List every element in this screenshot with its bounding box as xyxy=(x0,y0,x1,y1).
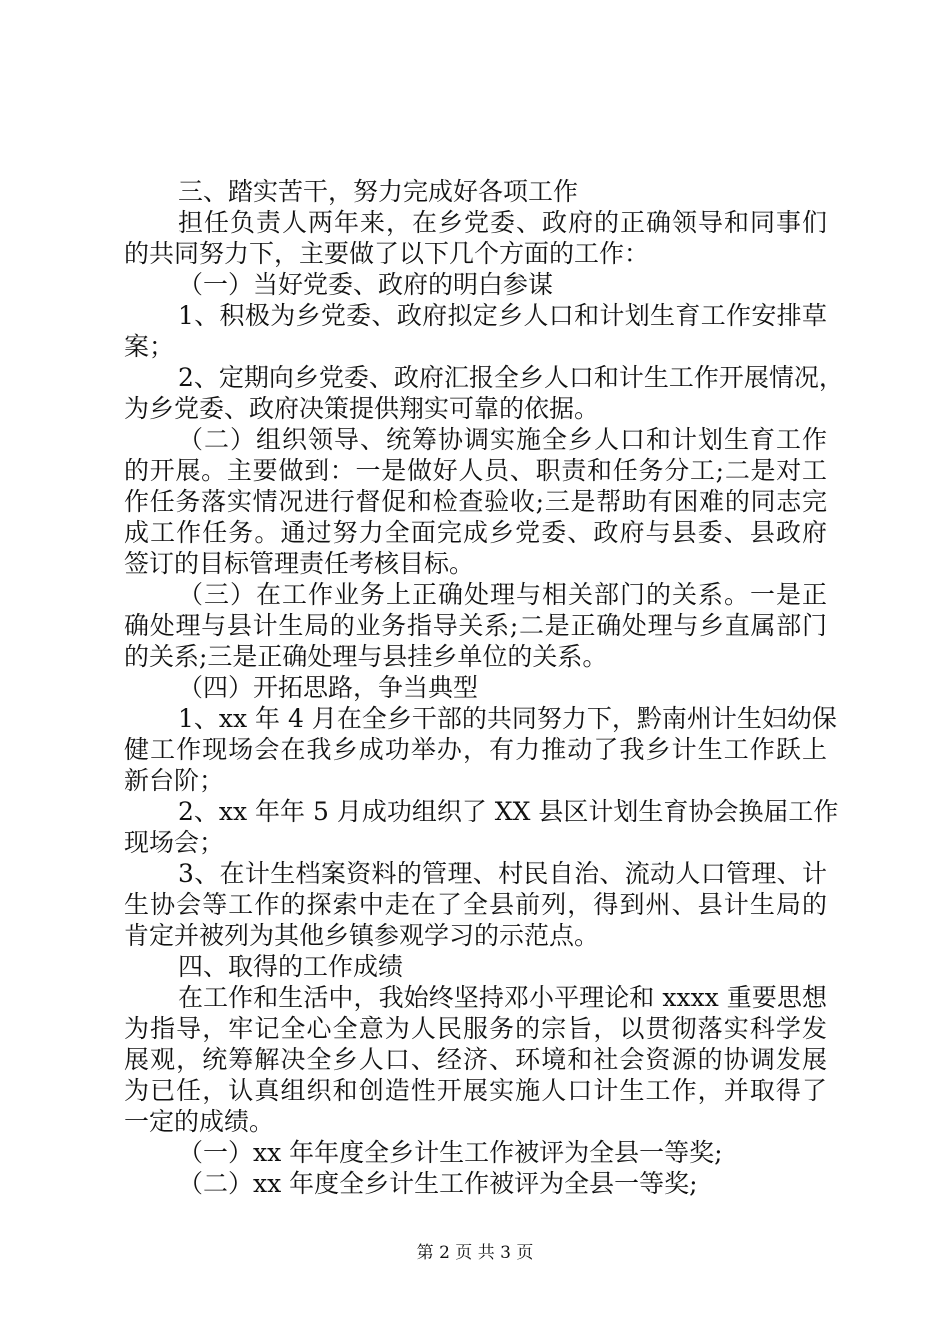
list-item: 2、xx 年年 5 月成功组织了 XX 县区计划生育协会换届工作 xyxy=(178,797,839,826)
subheading-2: （二）组织领导、统筹协调实施全乡人口和计划生育工作 xyxy=(178,425,827,454)
paragraph-line: 担任负责人两年来，在乡党委、政府的正确领导和同事们 xyxy=(178,208,827,237)
paragraph-line: 在工作和生活中，我始终坚持邓小平理论和 xxxx 重要思想 xyxy=(178,983,827,1012)
paragraph-line: 的共同努力下，主要做了以下几个方面的工作： xyxy=(124,239,650,268)
paragraph-line: 为已任，认真组织和创造性开展实施人口计生工作，并取得了 xyxy=(124,1076,827,1105)
paragraph-line: 现场会； xyxy=(124,828,225,857)
list-item: （一）xx 年年度全乡计生工作被评为全县一等奖; xyxy=(178,1138,723,1167)
paragraph-line: 成工作任务。通过努力全面完成乡党委、政府与县委、县政府 xyxy=(124,518,827,547)
subheading-3: （三）在工作业务上正确处理与相关部门的关系。一是正 xyxy=(178,580,827,609)
section-heading-4: 四、取得的工作成绩 xyxy=(178,952,404,981)
paragraph-line: 的关系;三是正确处理与县挂乡单位的关系。 xyxy=(124,642,608,671)
subheading-4: （四）开拓思路，争当典型 xyxy=(178,673,479,702)
list-item: 3、在计生档案资料的管理、村民自治、流动人口管理、计 xyxy=(178,859,827,888)
paragraph-line: 健工作现场会在我乡成功举办，有力推动了我乡计生工作跃上 xyxy=(124,735,827,764)
paragraph-line: 肯定并被列为其他乡镇参观学习的示范点。 xyxy=(124,921,600,950)
list-item: 1、xx 年 4 月在全乡干部的共同努力下，黔南州计生妇幼保 xyxy=(178,704,837,733)
paragraph-line: 为乡党委、政府决策提供翔实可靠的依据。 xyxy=(124,394,600,423)
list-item: 1、积极为乡党委、政府拟定乡人口和计划生育工作安排草 xyxy=(178,301,827,330)
section-heading-3: 三、踏实苦干，努力完成好各项工作 xyxy=(178,177,579,206)
paragraph-line: 案； xyxy=(124,332,175,361)
subheading-1: （一）当好党委、政府的明白参谋 xyxy=(178,270,554,299)
paragraph-line: 作任务落实情况进行督促和检查验收;三是帮助有困难的同志完 xyxy=(124,487,827,516)
paragraph-line: 为指导，牢记全心全意为人民服务的宗旨，以贯彻落实科学发 xyxy=(124,1014,827,1043)
paragraph-line: 新台阶； xyxy=(124,766,225,795)
list-item: 2、定期向乡党委、政府汇报全乡人口和计生工作开展情况， xyxy=(178,363,844,392)
paragraph-line: 生协会等工作的探索中走在了全县前列，得到州、县计生局的 xyxy=(124,890,827,919)
paragraph-line: 展观，统筹解决全乡人口、经济、环境和社会资源的协调发展 xyxy=(124,1045,827,1074)
page-number-footer: 第 2 页 共 3 页 xyxy=(416,1243,534,1263)
list-item: （二）xx 年度全乡计生工作被评为全县一等奖; xyxy=(178,1169,698,1198)
paragraph-line: 一定的成绩。 xyxy=(124,1107,275,1136)
paragraph-line: 签订的目标管理责任考核目标。 xyxy=(124,549,475,578)
paragraph-line: 确处理与县计生局的业务指导关系;二是正确处理与乡直属部门 xyxy=(124,611,827,640)
paragraph-line: 的开展。主要做到：一是做好人员、职责和任务分工;二是对工 xyxy=(124,456,827,485)
